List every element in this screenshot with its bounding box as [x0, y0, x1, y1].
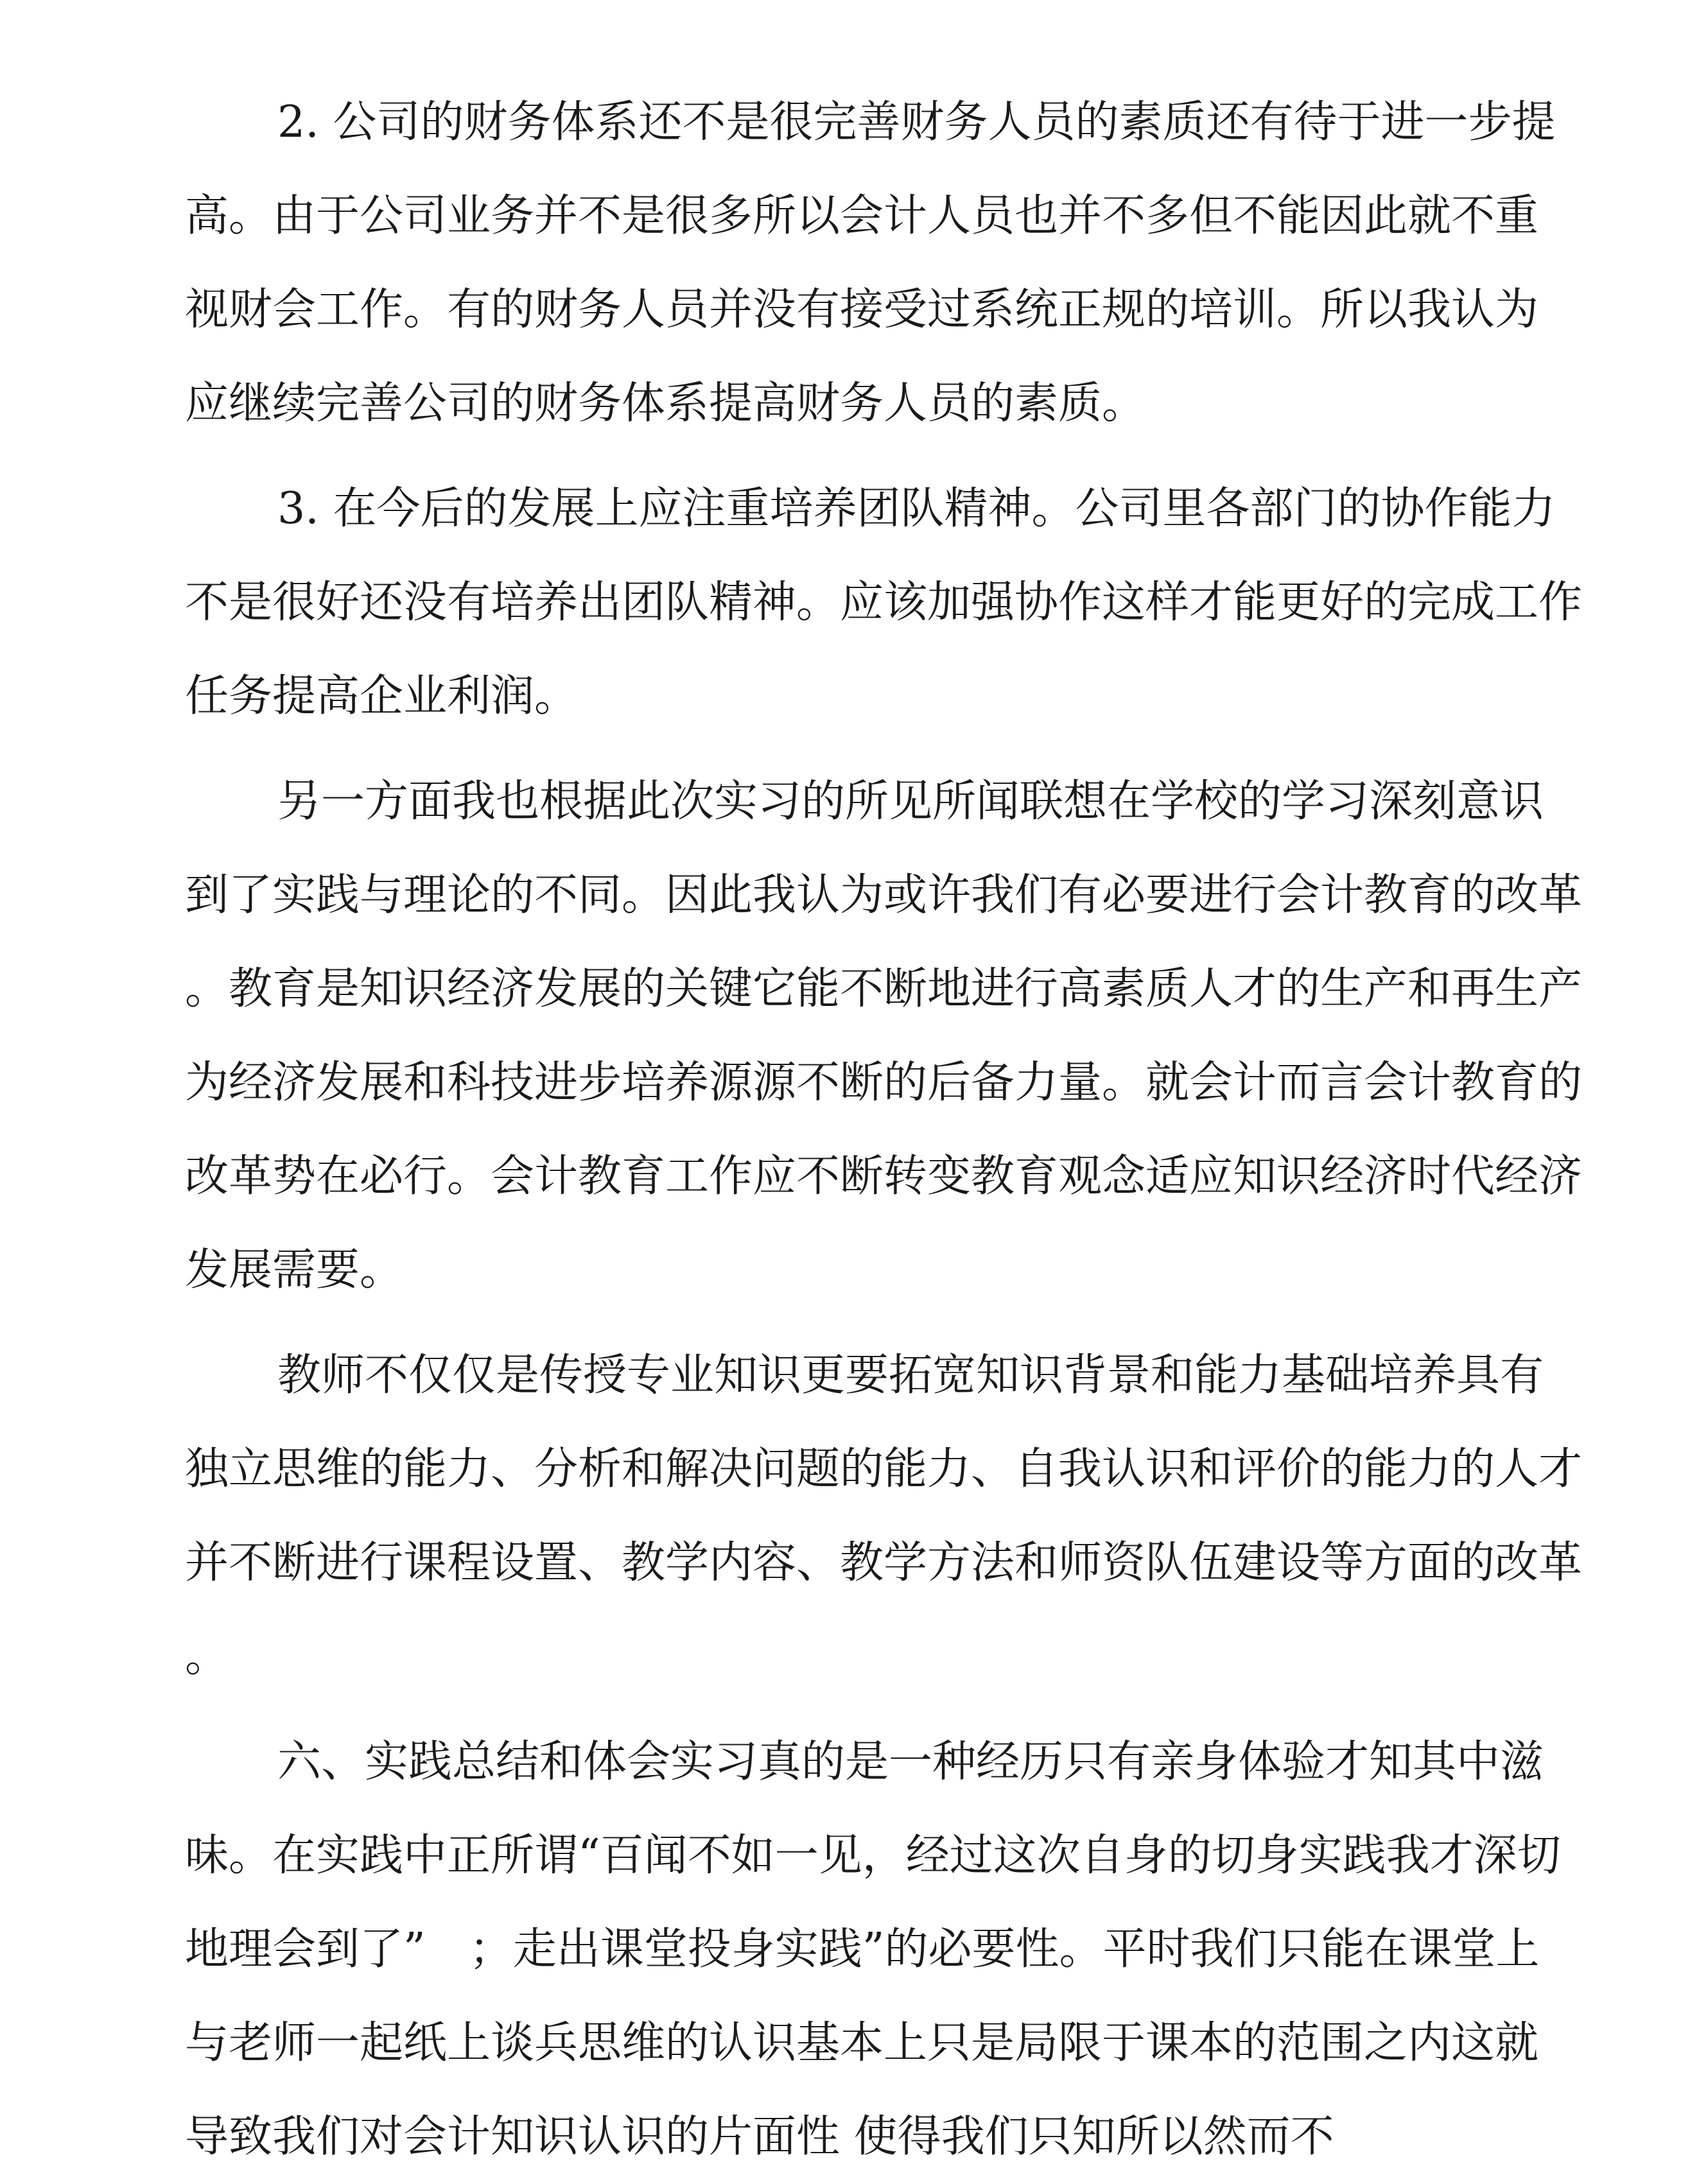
- text-line: 不是很好还没有培养出团队精神。应该加强协作这样才能更好的完成工作: [185, 577, 1583, 628]
- paragraph-team-spirit: [185, 462, 1583, 743]
- text-line: 。教育是知识经济发展的关键它能不断地进行高素质人才的生产和再生产: [185, 964, 1583, 1014]
- text-line: 改革势在必行。会计教育工作应不断转变教育观念适应知识经济时代经济: [185, 1151, 1583, 1202]
- paragraph-teachers: [185, 1329, 1583, 1704]
- paragraph-finance-system: [185, 76, 1556, 451]
- text-line: 3. 在今后的发展上应注重培养团队精神。公司里各部门的协作能力: [277, 483, 1556, 534]
- text-line: 应继续完善公司的财务体系提高财务人员的素质。: [185, 378, 1146, 429]
- text-line: 另一方面我也根据此次实习的所见所闻联想在学校的学习深刻意识: [277, 776, 1544, 827]
- body-text: [185, 76, 1583, 2184]
- text-line: 味。在实践中正所谓“百闻不如一见，经过这次自身的切身实践我才深切: [185, 1830, 1561, 1881]
- text-line: 视财会工作。有的财务人员并没有接受过系统正规的培训。所以我认为: [185, 284, 1539, 335]
- text-line: 并不断进行课程设置、教学内容、教学方法和师资队伍建设等方面的改革: [185, 1538, 1583, 1588]
- text-line: 2. 公司的财务体系还不是很完善财务人员的素质还有待于进一步提: [277, 97, 1556, 148]
- text-line: 任务提高企业利润。: [185, 671, 579, 722]
- text-line: 到了实践与理论的不同。因此我认为或许我们有必要进行会计教育的改革: [185, 870, 1583, 921]
- text-line: 发展需要。: [185, 1245, 404, 1296]
- text-line: 与老师一起纸上谈兵思维的认识基本上只是局限于课本的范围之内这就: [185, 2018, 1539, 2068]
- text-line: 六、实践总结和体会实习真的是一种经历只有亲身体验才知其中滋: [277, 1737, 1544, 1787]
- text-line: 为经济发展和科技进步培养源源不断的后备力量。就会计而言会计教育的: [185, 1057, 1583, 1108]
- text-line: 。: [185, 1631, 229, 1682]
- text-line: 教师不仅仅是传授专业知识更要拓宽知识背景和能力基础培养具有: [277, 1350, 1544, 1401]
- paragraph-education-reform: [185, 755, 1583, 1317]
- text-line: 高。由于公司业务并不是很多所以会计人员也并不多但不能因此就不重: [185, 191, 1539, 241]
- paragraph-practice-summary: [185, 1715, 1561, 2184]
- text-line: 地理会到了” ；走出课堂投身实践”的必要性。平时我们只能在课堂上: [185, 1924, 1540, 1975]
- text-line: 独立思维的能力、分析和解决问题的能力、自我认识和评价的能力的人才: [185, 1444, 1583, 1495]
- text-line: 导致我们对会计知识认识的片面性 使得我们只知所以然而不: [185, 2111, 1334, 2162]
